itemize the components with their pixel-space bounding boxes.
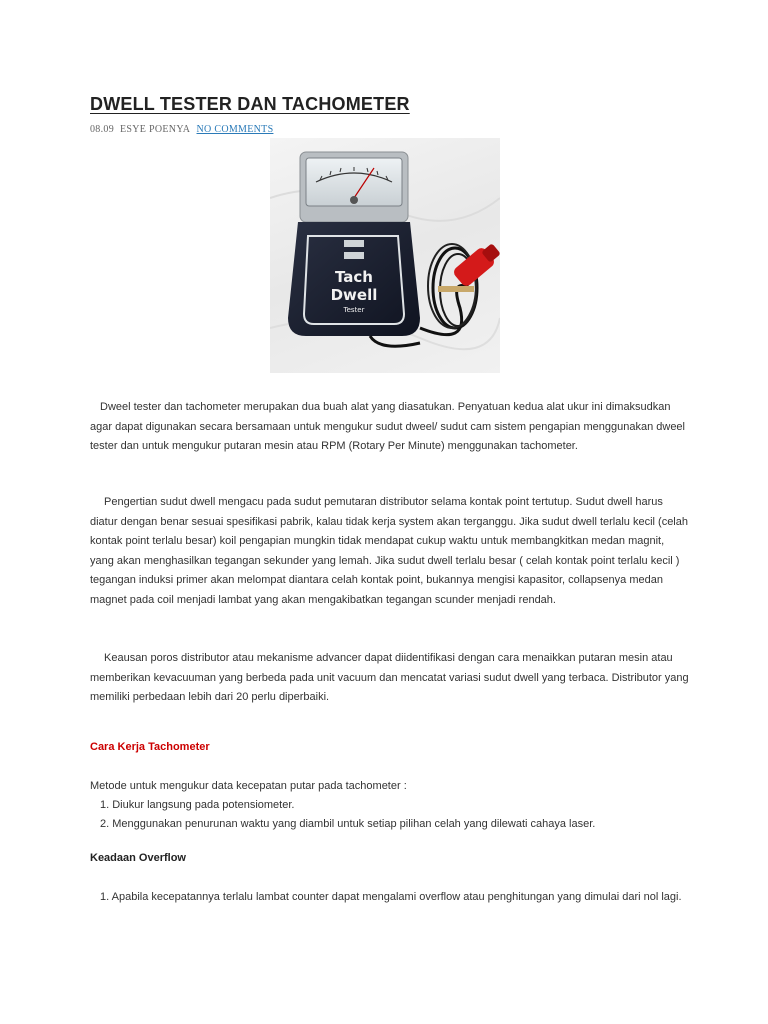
paragraph-2: Pengertian sudut dwell mengacu pada sudut pemutaran distributor selama kontak point tertutup. Sudut dwell harus diatur dengan benar sesuai spesifikasi pabrik, kalau tidak kerja system akan terganggu. Jika sudut dwell terlalu kecil (celah kontak point terlalu besar) koil pengapian mungkin tidak mendapat cukup waktu untuk membangkitkan medan magnit, yang akan menghasilkan tegangan sekunder yang lemah. Jika sudut dwell terlalu besar ( celah kontak point terlalu kecil ) tegangan induksi primer akan melompat diantara celah kontak point, bukannya mengisi kapasitor, collapsenya medan magnet pada coil menjadi lambat yang akan mengakibatkan tegangan scunder menjadi rendah. bbox=[90, 496, 688, 606]
tach-dwell-tester-illustration bbox=[270, 138, 500, 373]
device-label-tester: Tester bbox=[343, 306, 365, 314]
comments-link[interactable]: NO COMMENTS bbox=[196, 124, 274, 135]
device-label-tach: Tach bbox=[335, 268, 373, 286]
tach-dwell-tester-photo bbox=[270, 138, 500, 373]
list-item: 2. Menggunakan penurunan waktu yang diambil untuk setiap pilihan celah yang dilewati cahaya laser. bbox=[100, 818, 596, 830]
post-date: 08.09 bbox=[90, 124, 114, 135]
section1-intro: Metode untuk mengukur data kecepatan putar pada tachometer : bbox=[90, 780, 407, 792]
section-heading-cara-kerja: Cara Kerja Tachometer bbox=[90, 741, 210, 753]
list-item: 1. Apabila kecepatannya terlalu lambat counter dapat mengalami overflow atau penghitungan yang dimulai dari nol lagi. bbox=[100, 891, 682, 903]
post-author[interactable]: ESYE POENYA bbox=[120, 124, 190, 135]
post-meta bbox=[90, 124, 273, 135]
post-title[interactable]: DWELL TESTER DAN TACHOMETER bbox=[90, 94, 410, 114]
section-heading-overflow: Keadaan Overflow bbox=[90, 852, 186, 864]
paragraph-3: Keausan poros distributor atau mekanisme advancer dapat diidentifikasi dengan cara menaikkan putaran mesin atau memberikan kevacuuman yang berbeda pada unit vacuum dan mencatat variasi sudut dwell yang terbaca. Distributor yang memiliki perbedaan lebih dari 20 perlu diperbaiki. bbox=[90, 652, 689, 703]
device-label-dwell: Dwell bbox=[330, 286, 378, 304]
list-item: 1. Diukur langsung pada potensiometer. bbox=[100, 799, 295, 811]
paragraph-1: Dweel tester dan tachometer merupakan dua buah alat yang diasatukan. Penyatuan kedua alat ukur ini dimaksudkan agar dapat digunakan secara bersamaan untuk mengukur sudut dweel/ sudut cam sistem pengapian menggunakan dweel tester dan untuk mengukur putaran mesin atau RPM (Rotary Per Minute) menggunakan tachometer. bbox=[90, 401, 685, 452]
